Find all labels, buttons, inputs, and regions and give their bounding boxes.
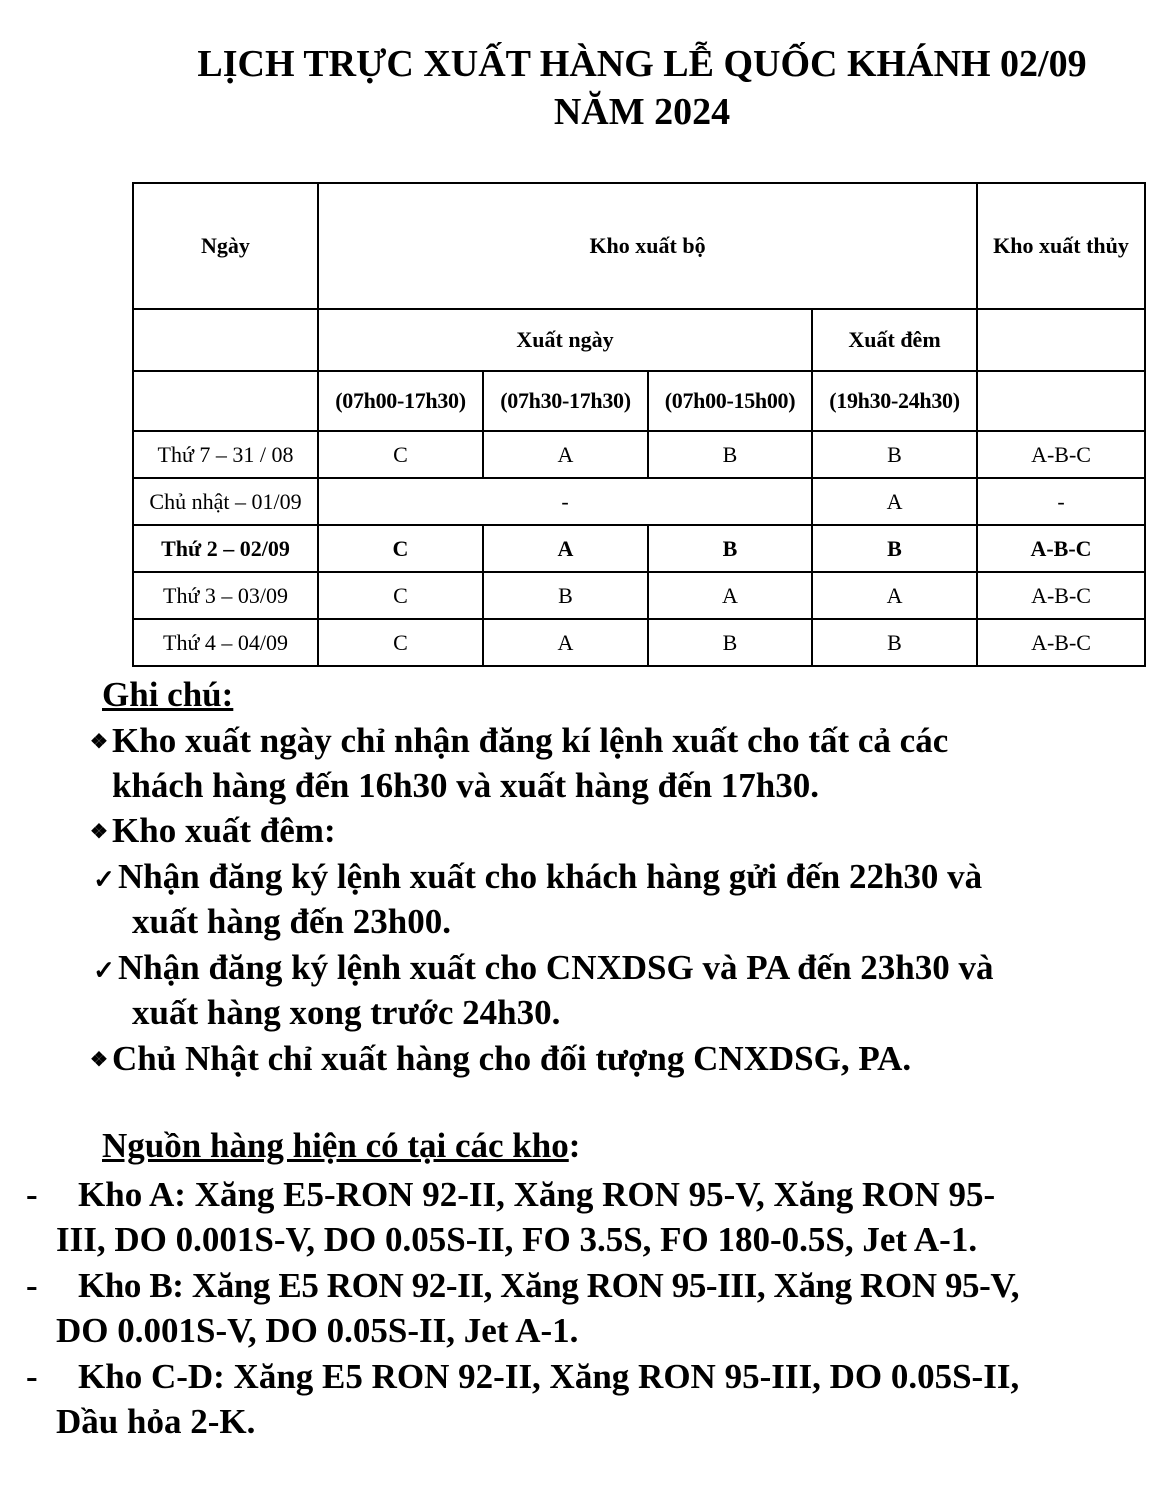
- table-cell: A: [483, 431, 648, 478]
- check-text: Nhận đăng ký lệnh xuất cho khách hàng gửi đến 22h30 và: [118, 857, 983, 896]
- note-item: [86, 808, 336, 855]
- table-cell: A: [483, 525, 648, 572]
- table-cell: C: [318, 431, 483, 478]
- stock-item-kho-a: [0, 1172, 1160, 1262]
- table-cell: B: [812, 525, 977, 572]
- title-line-2: NĂM 2024: [553, 91, 731, 133]
- table-cell: A: [648, 572, 812, 619]
- header-shift: (07h00-17h30): [318, 371, 483, 431]
- table-cell-merged: -: [318, 478, 812, 525]
- notes-title: Ghi chú:: [102, 675, 234, 714]
- day-cell: Thứ 3 – 03/09: [133, 572, 318, 619]
- stock-title-text: Nguồn hàng hiện có tại các kho: [102, 1126, 569, 1165]
- header-shift: (07h30-17h30): [483, 371, 648, 431]
- table-cell: A-B-C: [977, 619, 1145, 666]
- table-cell: B: [812, 619, 977, 666]
- table-cell: C: [318, 525, 483, 572]
- stock-text-continued: III, DO 0.001S-V, DO 0.05S-II, FO 3.5S, FO 180-0.5S, Jet A-1.: [56, 1220, 978, 1259]
- stock-text: Kho B: Xăng E5 RON 92-II, Xăng RON 95-III, Xăng RON 95-V,: [78, 1266, 1020, 1305]
- check-text: Nhận đăng ký lệnh xuất cho CNXDSG và PA đến 23h30 và: [118, 948, 994, 987]
- schedule-table: [132, 182, 1146, 667]
- check-text-continued: xuất hàng đến 23h00.: [132, 902, 451, 941]
- stock-text-continued: Dầu hỏa 2-K.: [56, 1402, 256, 1441]
- header-xuat-dem: Xuất đêm: [812, 309, 977, 371]
- header-empty-cell: [977, 309, 1145, 371]
- check-item: [90, 945, 994, 993]
- header-row-2: [133, 309, 1145, 371]
- page-title: [140, 40, 1144, 136]
- check-icon: ✓: [93, 956, 115, 985]
- table-row: [133, 478, 1145, 525]
- table-cell: B: [648, 525, 812, 572]
- header-empty-cell: [133, 371, 318, 431]
- check-item: [90, 854, 982, 902]
- check-icon: ✓: [93, 865, 115, 894]
- check-text-continued: xuất hàng xong trước 24h30.: [132, 993, 561, 1032]
- title-line-1: LỊCH TRỰC XUẤT HÀNG LỄ QUỐC KHÁNH 02/09: [197, 43, 1087, 85]
- stock-title: [102, 1126, 580, 1166]
- table-cell: B: [648, 619, 812, 666]
- table-cell: A: [812, 478, 977, 525]
- header-shift: (07h00-15h00): [648, 371, 812, 431]
- table-row: [133, 572, 1145, 619]
- stock-item-kho-cd: [0, 1354, 1160, 1444]
- note-text: Chủ Nhật chỉ xuất hàng cho đối tượng CNXDSG, PA.: [112, 1039, 912, 1078]
- table-cell: C: [318, 619, 483, 666]
- dash-bullet: -: [26, 1357, 38, 1396]
- table-cell: A: [483, 619, 648, 666]
- header-empty-cell: [977, 371, 1145, 431]
- table-row: [133, 431, 1145, 478]
- stock-title-colon: :: [568, 1126, 581, 1165]
- dash-bullet: -: [26, 1266, 38, 1305]
- header-shift: (19h30-24h30): [812, 371, 977, 431]
- stock-text: Kho A: Xăng E5-RON 92-II, Xăng RON 95-V, Xăng RON 95-: [78, 1175, 996, 1214]
- table-cell: A-B-C: [977, 525, 1145, 572]
- header-xuat-ngay: Xuất ngày: [318, 309, 812, 371]
- dash-bullet: -: [26, 1175, 38, 1214]
- diamond-bullet-icon: ❖: [90, 821, 108, 843]
- header-kho-xuat-thuy: Kho xuất thủy: [977, 183, 1145, 309]
- table-cell: B: [812, 431, 977, 478]
- stock-item-kho-b: [0, 1263, 1160, 1353]
- table-cell: C: [318, 572, 483, 619]
- note-text: Kho xuất đêm:: [112, 811, 336, 850]
- note-text: Kho xuất ngày chỉ nhận đăng kí lệnh xuất cho tất cả các: [112, 721, 949, 760]
- table-row: [133, 619, 1145, 666]
- diamond-bullet-icon: ❖: [90, 731, 108, 753]
- table-cell: A-B-C: [977, 572, 1145, 619]
- day-cell: Thứ 2 – 02/09: [133, 525, 318, 572]
- note-text-continued: khách hàng đến 16h30 và xuất hàng đến 17h30.: [112, 766, 820, 805]
- note-item: [86, 1036, 911, 1083]
- table-cell: A: [812, 572, 977, 619]
- header-row-1: [133, 183, 1145, 309]
- stock-text-continued: DO 0.001S-V, DO 0.05S-II, Jet A-1.: [56, 1311, 579, 1350]
- header-ngay: Ngày: [133, 183, 318, 309]
- table-cell: B: [483, 572, 648, 619]
- note-item: [86, 718, 948, 765]
- table-row-holiday: [133, 525, 1145, 572]
- day-cell: Chủ nhật – 01/09: [133, 478, 318, 525]
- stock-text: Kho C-D: Xăng E5 RON 92-II, Xăng RON 95-III, DO 0.05S-II,: [78, 1357, 1020, 1396]
- header-row-3: [133, 371, 1145, 431]
- table-cell: -: [977, 478, 1145, 525]
- day-cell: Thứ 7 – 31 / 08: [133, 431, 318, 478]
- header-kho-xuat-bo: Kho xuất bộ: [318, 183, 977, 309]
- day-cell: Thứ 4 – 04/09: [133, 619, 318, 666]
- table-cell: B: [648, 431, 812, 478]
- table-cell: A-B-C: [977, 431, 1145, 478]
- header-empty-cell: [133, 309, 318, 371]
- diamond-bullet-icon: ❖: [90, 1049, 108, 1071]
